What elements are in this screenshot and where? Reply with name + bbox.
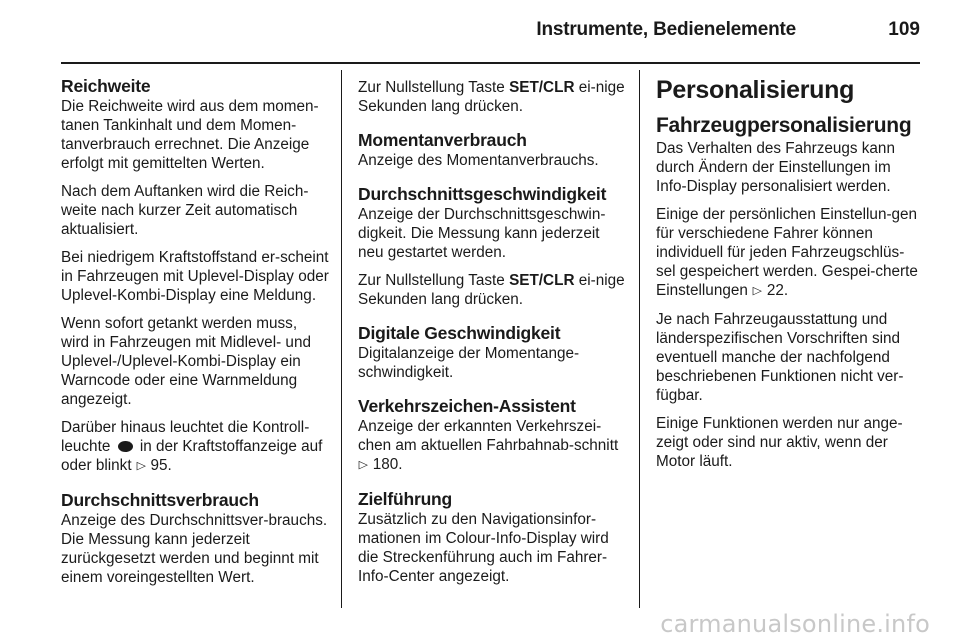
page-reference[interactable]: 180. bbox=[372, 456, 403, 473]
page-reference[interactable]: 95. bbox=[150, 457, 172, 474]
heading-digitale-geschwindigkeit: Digitale Geschwindigkeit bbox=[358, 323, 561, 343]
paragraph-text: in der Kraftstoffanzeige auf oder blinkt bbox=[61, 438, 323, 474]
paragraph-text: Einige der persönlichen Einstellun-gen für verschiedene Fahrer können individuell für jeden Fahrzeugschlüs-sel gespeichert werden. Gespei-cherte Einstellungen bbox=[656, 206, 918, 299]
paragraph: Einige Funktionen werden nur ange-zeigt oder sind nur aktiv, wenn der Motor läuft. bbox=[656, 415, 903, 470]
paragraph-text: ei-nige Sekunden lang drücken. bbox=[358, 272, 625, 308]
heading-fahrzeugpersonalisierung: Fahrzeugpersonalisierung bbox=[656, 114, 912, 137]
paragraph: Wenn sofort getankt werden muss, wird in Fahrzeugen mit Midlevel- und Uplevel-/Uplevel-Kombi-Display ein Warncode oder eine Warnmeldung angezeigt. bbox=[61, 315, 311, 408]
header-rule bbox=[61, 62, 920, 64]
paragraph bbox=[358, 78, 626, 116]
paragraph bbox=[358, 417, 626, 475]
paragraph: Anzeige der Durchschnittsgeschwin-digkeit. Die Messung kann jederzeit neu gestartet werden. bbox=[358, 206, 606, 261]
key-label: SET/CLR bbox=[509, 79, 575, 96]
paragraph-text: Anzeige der erkannten Verkehrszei-chen am aktuellen Fahrbahnab-schnitt bbox=[358, 418, 619, 454]
paragraph-text: Zur Nullstellung Taste bbox=[358, 272, 505, 289]
reference-arrow-icon: ▷ bbox=[136, 460, 146, 472]
paragraph: Das Verhalten des Fahrzeugs kann durch Ändern der Einstellungen im Info-Display personalisiert werden. bbox=[656, 140, 895, 195]
heading-momentanverbrauch: Momentanverbrauch bbox=[358, 130, 527, 150]
column-1 bbox=[61, 72, 329, 596]
watermark: carmanualsonline.info bbox=[660, 610, 930, 638]
page-header-title: Instrumente, Bedienelemente bbox=[536, 19, 796, 40]
column-divider-2 bbox=[639, 70, 640, 608]
key-label: SET/CLR bbox=[509, 272, 575, 289]
heading-durchschnittsverbrauch: Durchschnittsverbrauch bbox=[61, 490, 259, 510]
paragraph-text: Darüber hinaus leuchtet die Kontroll-leuchte bbox=[61, 419, 310, 455]
paragraph: Bei niedrigem Kraftstoffstand er-scheint in Fahrzeugen mit Uplevel-Display oder Uplevel-Kombi-Display eine Meldung. bbox=[61, 249, 329, 304]
paragraph-text: ei-nige Sekunden lang drücken. bbox=[358, 79, 625, 115]
page-number: 109 bbox=[888, 19, 920, 40]
column-2 bbox=[358, 72, 626, 595]
paragraph: Je nach Fahrzeugausstattung und länderspezifischen Vorschriften sind eventuell manche der nachfolgend beschriebenen Funktionen nicht ver-fügbar. bbox=[656, 311, 904, 404]
heading-personalisierung: Personalisierung bbox=[656, 76, 855, 104]
heading-verkehrszeichen-assistent: Verkehrszeichen-Assistent bbox=[358, 396, 576, 416]
paragraph: Nach dem Auftanken wird die Reich-weite nach kurzer Zeit automatisch aktualisiert. bbox=[61, 183, 309, 238]
fuel-warning-lamp-icon bbox=[118, 441, 133, 452]
paragraph bbox=[358, 271, 626, 309]
heading-zielfuehrung: Zielführung bbox=[358, 489, 453, 509]
paragraph bbox=[61, 418, 329, 476]
reference-arrow-icon: ▷ bbox=[752, 285, 763, 297]
paragraph: Anzeige des Momentanverbrauchs. bbox=[358, 152, 599, 169]
heading-reichweite: Reichweite bbox=[61, 76, 151, 96]
paragraph: Zusätzlich zu den Navigationsinfor-mationen im Colour-Info-Display wird die Streckenführung auch im Fahrer-Info-Center angezeigt. bbox=[358, 511, 609, 585]
paragraph: Digitalanzeige der Momentange-schwindigkeit. bbox=[358, 345, 580, 381]
column-divider-1 bbox=[341, 70, 342, 608]
heading-durchschnittsgeschwindigkeit: Durchschnittsgeschwindigkeit bbox=[358, 184, 607, 204]
paragraph: Die Reichweite wird aus dem momen-tanen Tankinhalt und dem Momen-tanverbrauch errechnet. Die Anzeige erfolgt mit gemittelten Werten. bbox=[61, 98, 319, 172]
column-3 bbox=[656, 72, 920, 480]
reference-arrow-icon: ▷ bbox=[358, 459, 368, 471]
page-reference[interactable]: 22. bbox=[766, 282, 789, 299]
paragraph-text: Zur Nullstellung Taste bbox=[358, 79, 505, 96]
paragraph bbox=[656, 205, 920, 301]
paragraph: Anzeige des Durchschnittsver-brauchs. Die Messung kann jederzeit zurückgesetzt werden und beginnt mit einem voreingestellten Wert. bbox=[61, 512, 328, 586]
